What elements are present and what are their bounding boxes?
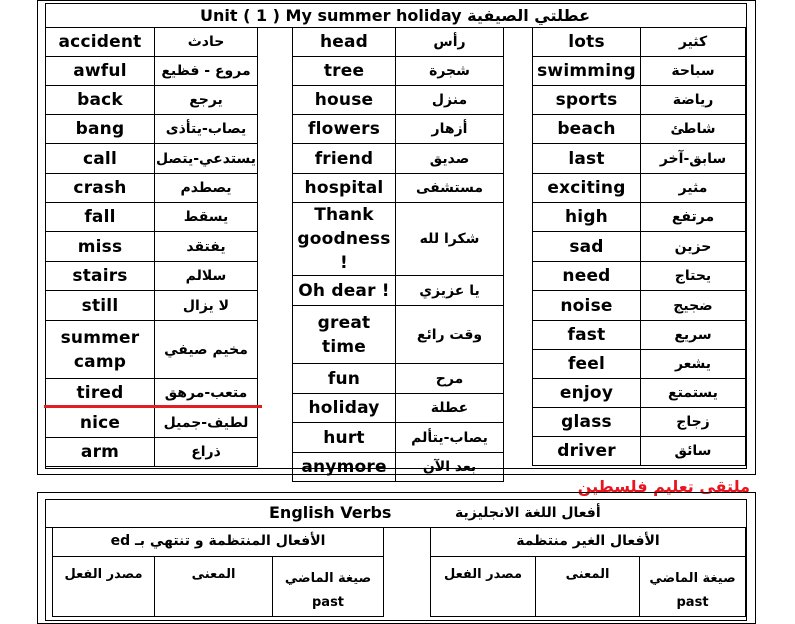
regular-verbs-header: الأفعال المنتظمة و تنتهي بـ ed [53,527,384,556]
table-row [293,203,504,276]
col-infinitive: مصدر الفعل [431,556,536,616]
arabic-meaning: مروع - فظيع [155,57,258,86]
table-row [293,306,504,364]
table-row [293,115,504,144]
english-word: bang [46,115,155,144]
english-word: hurt [293,423,396,453]
verbs-title-row [45,499,745,528]
table-row [533,232,746,262]
table-row [46,232,258,262]
verbs-title-ar: أفعال اللغة الانجليزية [455,505,601,521]
arabic-meaning: سريع [641,321,746,350]
forum-name: ملتقى تعليم فلسطين [577,477,750,496]
arabic-meaning: سباحة [641,57,746,86]
table-row [46,438,258,467]
table-row [533,57,746,86]
table-row [46,86,258,115]
arabic-meaning: يستدعي-يتصل [155,144,258,174]
arabic-meaning: مرح [396,364,504,394]
english-word: fun [293,364,396,394]
english-word: miss [46,232,155,262]
english-word: beach [533,115,641,144]
english-word: lots [533,28,641,57]
table-row [46,203,258,232]
vocab-table-col2 [292,27,504,482]
table-row [533,408,746,437]
arabic-meaning: حادث [155,28,258,57]
arabic-meaning: سائق [641,437,746,466]
english-word: feel [533,350,641,379]
table-row [533,144,746,174]
table-row [46,144,258,174]
table-row [293,276,504,306]
english-word: fall [46,203,155,232]
irregular-verbs-table [430,527,746,617]
unit-title: Unit ( 1 ) My summer holiday عطلتي الصيفية [45,3,745,28]
col-past [640,556,746,616]
regular-verbs-table [52,527,384,617]
english-word: tired [46,379,155,408]
arabic-meaning: لا يزال [155,291,258,321]
english-word: arm [46,438,155,467]
arabic-meaning: ضجيج [641,291,746,321]
arabic-meaning: يرجع [155,86,258,115]
english-word: sad [533,232,641,262]
english-word: exciting [533,174,641,203]
arabic-meaning: رأس [396,28,504,57]
col-meaning: المعنى [155,556,273,616]
english-word: noise [533,291,641,321]
english-word: anymore [293,453,396,482]
english-word: need [533,262,641,291]
english-word: Thank goodness ! [293,203,396,276]
arabic-meaning: مخيم صيفي [155,321,258,379]
arabic-meaning: شجرة [396,57,504,86]
table-row [293,453,504,482]
arabic-meaning: عطلة [396,394,504,423]
table-row [293,57,504,86]
arabic-meaning: مرتفع [641,203,746,232]
table-row [46,174,258,203]
table-row [293,364,504,394]
english-word: hospital [293,174,396,203]
arabic-meaning: سلالم [155,262,258,291]
table-row [46,262,258,291]
arabic-meaning: يفتقد [155,232,258,262]
col-past-ar: صيغة الماضي [284,570,372,586]
col-past-en: past [676,594,709,610]
table-row [293,86,504,115]
english-word: flowers [293,115,396,144]
english-word: summer camp [46,321,155,379]
english-word: friend [293,144,396,174]
arabic-meaning: منزل [396,86,504,115]
arabic-meaning: كثير [641,28,746,57]
arabic-meaning: يصطدم [155,174,258,203]
table-row [46,379,258,408]
table-row [533,350,746,379]
english-word: Oh dear ! [293,276,396,306]
table-row [533,379,746,408]
english-word: tree [293,57,396,86]
arabic-meaning: يصاب-يتألم [396,423,504,453]
english-word: swimming [533,57,641,86]
english-word: call [46,144,155,174]
table-row [293,28,504,57]
arabic-meaning: رياضة [641,86,746,115]
table-row [293,174,504,203]
table-row [46,321,258,379]
english-word: driver [533,437,641,466]
table-row [533,174,746,203]
english-word: glass [533,408,641,437]
table-row [46,57,258,86]
verbs-title-en: English Verbs [269,503,392,522]
table-row [533,28,746,57]
arabic-meaning: مستشفى [396,174,504,203]
arabic-meaning: زجاج [641,408,746,437]
english-word: great time [293,306,396,364]
arabic-meaning: يا عزيزي [396,276,504,306]
col-past-en: past [311,594,345,610]
table-row [533,291,746,321]
arabic-meaning: يشعر [641,350,746,379]
arabic-meaning: صديق [396,144,504,174]
arabic-meaning: أزهار [396,115,504,144]
arabic-meaning: شكرا لله [396,203,504,276]
table-row [533,437,746,466]
col-infinitive: مصدر الفعل [53,556,155,616]
irregular-verbs-header: الأفعال الغير منتظمة [431,527,746,556]
col-meaning: المعنى [536,556,640,616]
arabic-meaning: متعب-مرهق [155,379,258,408]
table-row [293,394,504,423]
english-word: crash [46,174,155,203]
arabic-meaning: سابق-آخر [641,144,746,174]
arabic-meaning: حزين [641,232,746,262]
col-past-ar: صيغة الماضي [649,570,736,586]
table-row [533,321,746,350]
vocab-table-col1 [45,27,258,467]
english-word: fast [533,321,641,350]
arabic-meaning: شاطئ [641,115,746,144]
arabic-meaning: يحتاج [641,262,746,291]
english-word: enjoy [533,379,641,408]
vocab-table-col3 [532,27,746,466]
english-word: holiday [293,394,396,423]
red-underline [44,405,262,408]
table-row [46,28,258,57]
table-row [46,408,258,438]
table-row [533,203,746,232]
table-row [293,144,504,174]
arabic-meaning: ذراع [155,438,258,467]
arabic-meaning: مثير [641,174,746,203]
english-word: accident [46,28,155,57]
table-row [46,291,258,321]
col-past [273,556,384,616]
english-word: head [293,28,396,57]
english-word: last [533,144,641,174]
table-row [533,115,746,144]
table-row [533,262,746,291]
english-word: back [46,86,155,115]
arabic-meaning: بعد الآن [396,453,504,482]
english-word: high [533,203,641,232]
table-row [533,86,746,115]
english-word: stairs [46,262,155,291]
table-row [46,115,258,144]
arabic-meaning: وقت رائع [396,306,504,364]
english-word: still [46,291,155,321]
arabic-meaning: لطيف-جميل [155,408,258,438]
arabic-meaning: يسقط [155,203,258,232]
table-row [293,423,504,453]
arabic-meaning: يستمتع [641,379,746,408]
english-word: sports [533,86,641,115]
english-word: nice [46,408,155,438]
english-word: awful [46,57,155,86]
arabic-meaning: يصاب-يتأذى [155,115,258,144]
english-word: house [293,86,396,115]
